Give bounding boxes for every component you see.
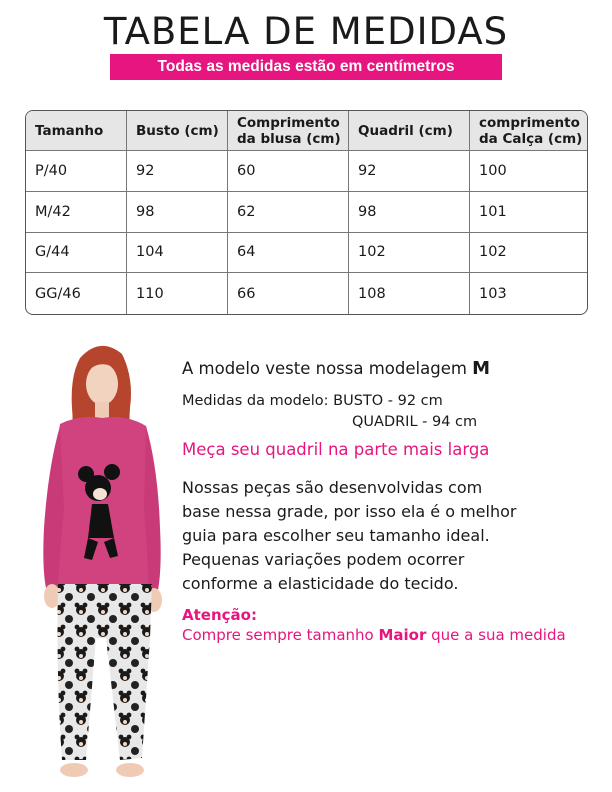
table-cell: M/42 [26,192,127,233]
column-header: Comprimento da blusa (cm) [228,111,349,151]
table-cell: 102 [470,233,587,274]
column-header: comprimento da Calça (cm) [470,111,587,151]
model-size-value: M [472,358,491,379]
table-cell: 92 [127,151,228,192]
model-size-text: A modelo veste nossa modelagem [182,359,473,378]
measures-label: Medidas da modelo: [182,393,334,409]
table-cell: 62 [228,192,349,233]
table-cell: 60 [228,151,349,192]
table-header-row [26,111,587,151]
attention-text-end: que a sua medida [426,626,566,644]
table-cell: 98 [127,192,228,233]
table-cell: 100 [470,151,587,192]
subtitle-banner: Todas as medidas estão em centímetros [110,54,502,80]
measures-row-bust [182,391,477,412]
attention-title: Atenção: [182,606,257,624]
bust-measure: BUSTO - 92 cm [333,393,443,409]
table-cell: 103 [479,285,507,302]
description-line: guia para escolher seu tamanho ideal. [182,526,490,545]
hip-tip: Meça seu quadril na parte mais larga [182,440,490,459]
table-cell: 66 [228,273,349,314]
description-line: Pequenas variações podem ocorrer [182,550,465,569]
table-cell: P/40 [26,151,127,192]
attention-text-start: Compre sempre tamanho [182,626,379,644]
description-line: conforme a elasticidade do tecido. [182,574,459,593]
column-header: Tamanho [26,111,127,151]
description-line: base nessa grade, por isso ela é o melhor [182,502,517,521]
model-measures [182,391,477,433]
description [182,476,582,596]
table-cell: 102 [349,233,470,274]
table-cell: G/44 [26,233,127,274]
table-row [26,233,587,274]
table-cell: 101 [470,192,587,233]
attention-text-bold: Maior [378,626,427,644]
table-cell: 110 [127,273,228,314]
model-photo [30,338,170,784]
size-table [25,110,588,315]
hip-measure: QUADRIL - 94 cm [352,414,478,430]
page-title: TABELA DE MEDIDAS [103,10,509,53]
table-cell: GG/46 [26,273,127,314]
column-header: Busto (cm) [127,111,228,151]
table-cell: 64 [228,233,349,274]
model-size-line [182,358,490,379]
table-row [26,192,587,233]
table-cell: 92 [349,151,470,192]
table-row [26,273,587,314]
attention-text [182,626,566,644]
description-line: Nossas peças são desenvolvidas com [182,478,483,497]
table-cell: 108 [349,273,470,314]
table-cell: 98 [349,192,470,233]
table-row [26,151,587,192]
column-header: Quadril (cm) [349,111,470,151]
table-cell: 104 [127,233,228,274]
